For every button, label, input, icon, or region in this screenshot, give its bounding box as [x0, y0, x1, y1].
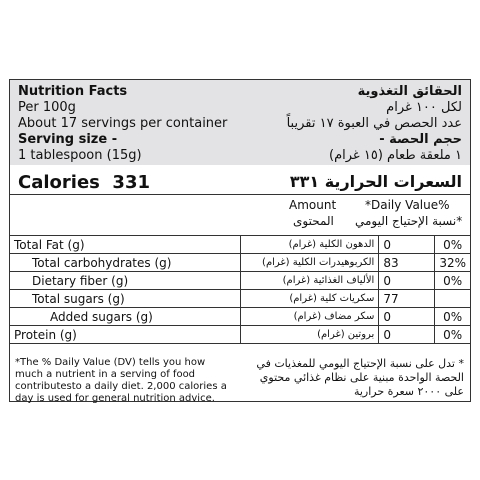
- amount-header-en: Amount: [289, 198, 337, 212]
- nutrient-name: Total carbohydrates (g): [10, 254, 240, 272]
- nutrient-dv: 0%: [435, 236, 470, 254]
- calories-en: [18, 172, 150, 193]
- nutrient-amount: 77: [379, 290, 435, 308]
- header-servings-ar: عدد الحصص في العبوة ١٧ تقريباً: [286, 116, 462, 131]
- nutrient-dv: [435, 290, 470, 308]
- header-per-en: Per 100g: [18, 100, 76, 115]
- nutrient-name-ar: سكريات كلية (غرام): [240, 290, 378, 308]
- nutrient-dv: 0%: [435, 326, 470, 344]
- nutrients-table: [10, 235, 470, 344]
- table-row: [10, 236, 470, 254]
- nutrient-dv: 0%: [435, 308, 470, 326]
- nutrient-name-ar: بروتين (غرام): [240, 326, 378, 344]
- footnote-ar: * تدل على نسبة الإحتياج اليومي للمغذيات في الحصة الواحدة مبنية على نظام غذائي محتوي على ٢٠٠٠ سعرة حرارية: [256, 357, 464, 398]
- nutrient-amount: 0: [379, 308, 435, 326]
- nutrition-header: [10, 80, 470, 165]
- nutrient-name-ar: سكر مضاف (غرام): [240, 308, 378, 326]
- calories-rule: [10, 194, 470, 195]
- table-row: [10, 272, 470, 290]
- nutrient-name: Added sugars (g): [10, 308, 240, 326]
- nutrient-name-ar: الدهون الكلية (غرام): [240, 236, 378, 254]
- table-row: [10, 290, 470, 308]
- header-title-en: Nutrition Facts: [18, 84, 128, 99]
- nutrient-amount: 0: [379, 236, 435, 254]
- header-serving-size-en: Serving size -: [18, 132, 118, 147]
- nutrient-name-ar: الكربوهيدرات الكلية (غرام): [240, 254, 378, 272]
- table-row: [10, 308, 470, 326]
- table-row: [10, 254, 470, 272]
- header-serving-size-ar: حجم الحصة -: [379, 132, 462, 147]
- nutrient-name: Total sugars (g): [10, 290, 240, 308]
- header-serving-amount-en: 1 tablespoon (15g): [18, 148, 142, 163]
- header-servings-en: About 17 servings per container: [18, 116, 228, 131]
- nutrient-name: Protein (g): [10, 326, 240, 344]
- amount-header-ar: المحتوى: [293, 214, 334, 228]
- dv-header-en: *Daily Value%: [365, 198, 450, 212]
- nutrient-name: Dietary fiber (g): [10, 272, 240, 290]
- header-title-ar: الحقائق التغذوية: [357, 84, 462, 99]
- calories-label: Calories: [18, 172, 100, 193]
- calories-ar: السعرات الحرارية ٣٣١: [289, 172, 462, 191]
- nutrient-amount: 0: [379, 272, 435, 290]
- header-serving-amount-ar: ١ ملعقة طعام (١٥ غرام): [329, 148, 462, 163]
- header-per-ar: لكل ١٠٠ غرام: [386, 100, 462, 115]
- nutrient-dv: 0%: [435, 272, 470, 290]
- nutrient-dv: 32%: [435, 254, 470, 272]
- nutrient-amount: 0: [379, 326, 435, 344]
- table-row: [10, 326, 470, 344]
- calories-value: 331: [112, 172, 150, 193]
- footnote-en: *The % Daily Value (DV) tells you how much a nutrient in a serving of food contributesto a daily diet. 2,000 calories a day is used for general nutrition advice.: [15, 357, 227, 404]
- nutrient-name: Total Fat (g): [10, 236, 240, 254]
- nutrition-facts-panel: [9, 79, 471, 402]
- nutrient-amount: 83: [379, 254, 435, 272]
- nutrient-name-ar: الألياف الغذائية (غرام): [240, 272, 378, 290]
- dv-header-ar: *نسبة الإحتياج اليومي: [355, 214, 463, 228]
